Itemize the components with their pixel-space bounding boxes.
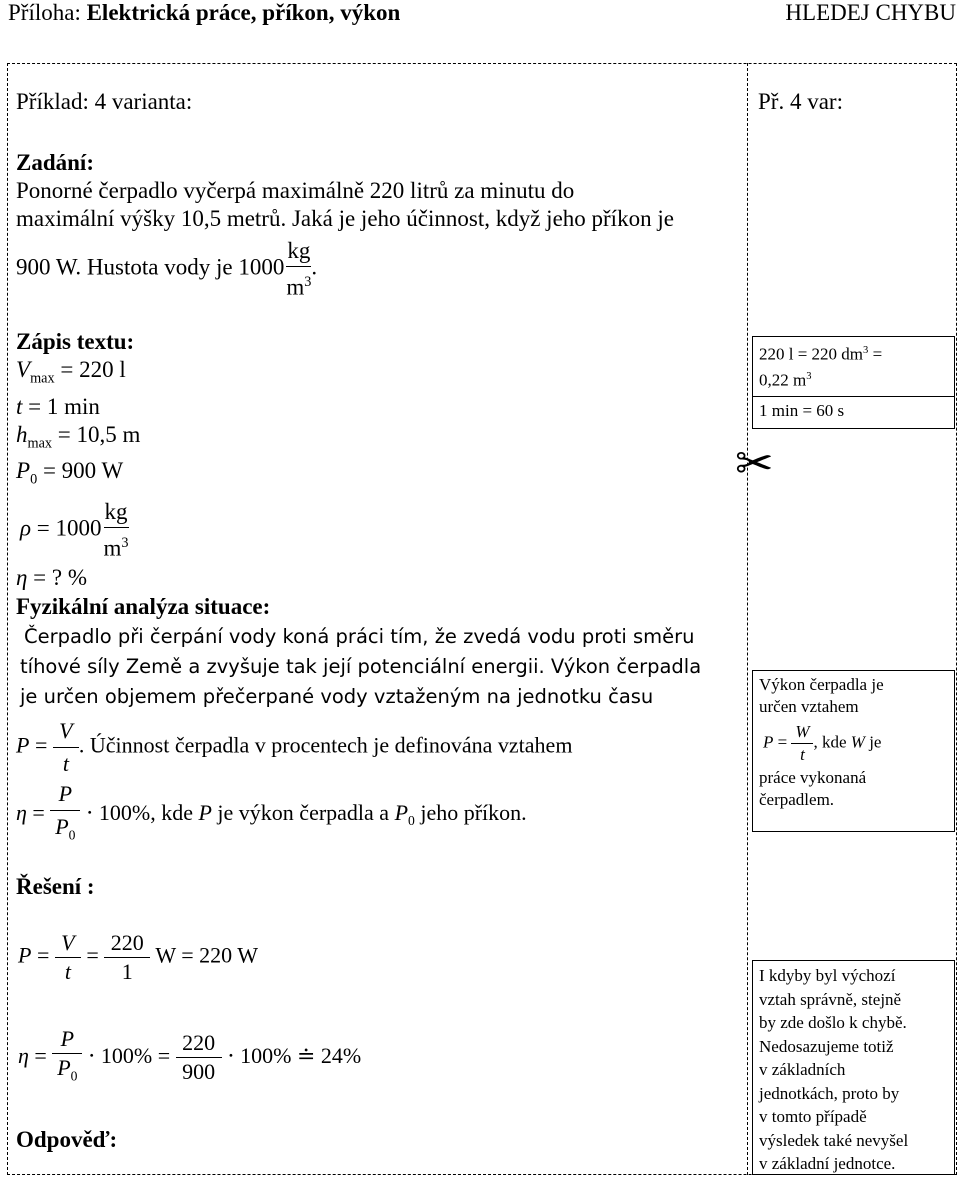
- example-label: Příklad: 4 varianta:: [16, 89, 193, 114]
- solution-eff-result: ⋅ 100% ≐ 24%: [227, 1042, 362, 1068]
- t-value: = 1 min: [22, 393, 100, 419]
- solution-power-result: W = 220 W: [155, 942, 259, 968]
- formula-efficiency: η = $\frac{P}{P_0}$ ⋅ 100%, kde P je výkon čerpadla a $P_0$ jeho příkon.: [16, 779, 746, 850]
- hmax-symbol: h: [16, 421, 28, 447]
- formula-power-text: . Účinnost čerpadla v procentech je definována vztahem: [78, 732, 573, 758]
- assignment-line-1: Ponorné čerpadlo vyčerpá maximálně 220 litrů za minutu do: [16, 178, 575, 203]
- conversion-volume-exp-1: 3: [863, 345, 869, 356]
- density-unit-den-text: m: [286, 274, 305, 300]
- rho-unit-exp: 3: [121, 534, 129, 551]
- assignment-line-2: maximální výšky 10,5 metrů. Jaká je jeho účinnost, když jeho příkon je: [16, 206, 674, 231]
- header-prefix: Příloha:: [8, 0, 87, 25]
- solution-step-efficiency: η = $\frac{P}{P_0}$ ⋅ 100% = $\frac{220}{900}$ ⋅ 100% ≐ 24%: [18, 1026, 361, 1089]
- solution-eff-mid: ⋅ 100% =: [87, 1042, 171, 1068]
- solution-power-den-2: 1: [121, 959, 133, 984]
- error-note-line: I kdyby byl výchozí: [759, 966, 896, 985]
- p0-symbol: P: [16, 458, 31, 484]
- power-note-w: W: [850, 732, 865, 752]
- formula-eff-text-1: ⋅ 100%, kde: [85, 799, 199, 825]
- density-unit-den: [286, 268, 311, 302]
- formula-eff-text-3: jeho příkon.: [414, 799, 527, 825]
- error-note-box: [752, 960, 955, 1175]
- rho-unit-den-text: m: [103, 535, 122, 561]
- solution-eff-fraction-2: [176, 1030, 222, 1085]
- solution-eff-den-2: 900: [182, 1059, 216, 1085]
- formula-power-fraction: [53, 716, 79, 779]
- error-note-line: výsledek také nevyšel: [759, 1130, 909, 1150]
- solution-power-den-1: t: [64, 959, 71, 984]
- power-note-box: [752, 670, 955, 832]
- hmax-sub: max: [27, 435, 53, 452]
- solution-step-power: P = $\frac{V}{t}$ = $\frac{220}{1}$ W = 220 W: [18, 930, 259, 984]
- conversion-volume-text-2: 0,22 m: [759, 370, 807, 390]
- formula-eff-num: P: [58, 781, 73, 806]
- error-note-line: v základních: [759, 1060, 846, 1079]
- formula-power-den: t: [62, 751, 69, 776]
- power-note-symbol: P: [763, 732, 774, 752]
- assignment-heading: Zadání:: [16, 150, 94, 175]
- formula-eff-fraction: [50, 779, 80, 850]
- record-t: [16, 393, 516, 421]
- solution-power-fraction-1: [55, 930, 81, 985]
- assignment-line-3-text: 900 W. Hustota vody je 1000: [16, 254, 285, 280]
- formula-eff-p0-sub: 0: [408, 813, 415, 829]
- error-note-line: vztah správně, stejně: [759, 989, 902, 1009]
- density-unit-fraction: [286, 237, 311, 302]
- solution-eff-fraction-1: [52, 1026, 82, 1089]
- record-p0: [16, 457, 516, 494]
- conversion-volume-exp-2: 3: [806, 370, 812, 382]
- formula-power-symbol: P: [16, 732, 30, 758]
- density-unit-exp: 3: [304, 274, 312, 290]
- formula-eff-text-2: je výkon čerpadla a: [211, 799, 395, 825]
- vmax-symbol: V: [16, 357, 31, 382]
- error-note-line: v tomto případě: [759, 1107, 867, 1126]
- eta-symbol: η: [16, 565, 28, 591]
- error-note-line: jednotkách, proto by: [759, 1083, 900, 1103]
- formula-eff-den-text: P: [55, 814, 69, 839]
- conversion-volume-line-2: [759, 366, 948, 392]
- record-eta: [16, 564, 516, 592]
- analysis-line-1: Čerpadlo při čerpání vody koná práci tím, že zvedá vodu proti směru: [24, 625, 695, 648]
- error-note-line: Nedosazujeme totiž: [759, 1036, 894, 1056]
- solution-power-num-1: V: [61, 930, 75, 955]
- formula-eff-den-sub: 0: [68, 827, 76, 843]
- analysis-line-2: tíhové síly Země a zvyšuje tak její potenciální energii. Výkon čerpadla: [20, 655, 702, 678]
- rho-unit-fraction: [104, 498, 129, 563]
- formula-eff-p0: P: [394, 799, 409, 825]
- record-section: [16, 328, 516, 592]
- solution-eff-num-1: P: [60, 1026, 75, 1051]
- record-heading: Zápis textu:: [16, 329, 135, 354]
- record-vmax: [16, 356, 516, 393]
- conversion-volume-line-1: [759, 340, 948, 366]
- power-note-kde: , kde: [813, 732, 851, 752]
- rho-unit-num: kg: [104, 498, 128, 524]
- scissors-icon: ✂: [735, 436, 774, 490]
- side-example-label: Př. 4 var:: [758, 89, 843, 114]
- power-note-line-2: určen vztahem: [759, 697, 859, 716]
- error-note-line: by zde došlo k chybě.: [759, 1013, 907, 1032]
- conversion-box-time: [752, 396, 955, 429]
- power-note-line-5: čerpadlem.: [759, 790, 835, 809]
- assignment-line-3: [16, 237, 741, 302]
- power-note-den: t: [800, 745, 805, 764]
- power-note-num: W: [795, 722, 810, 741]
- power-note-formula: P = $\frac{W}{t}$ , kde W je: [763, 722, 882, 764]
- rho-symbol: ρ: [20, 515, 32, 541]
- power-note-line-1: Výkon čerpadla je: [759, 675, 884, 694]
- analysis-text: [16, 622, 746, 712]
- formula-eff-p: P: [198, 799, 212, 825]
- rho-unit-den: [104, 529, 129, 563]
- analysis-heading: Fyzikální analýza situace:: [16, 594, 271, 619]
- assignment-line-3-end: .: [311, 254, 318, 280]
- analysis-section: [16, 592, 746, 850]
- solution-power-num-2: 220: [110, 930, 144, 955]
- conversion-time-text: 1 min = 60 s: [759, 401, 845, 420]
- solution-eff-symbol: η: [18, 1042, 29, 1068]
- formula-eff-symbol: η: [16, 799, 27, 825]
- conversion-volume-eq: =: [868, 344, 883, 364]
- vmax-sub: max: [30, 370, 55, 387]
- record-rho: [16, 498, 516, 563]
- analysis-line-3: je určen objemem přečerpané vody vztaženým na jednotku času: [20, 685, 654, 708]
- assignment-section: [16, 149, 741, 302]
- p0-sub: 0: [30, 471, 38, 488]
- formula-power: P = $\frac{V}{t}$ . Účinnost čerpadla v procentech je definována vztahem: [16, 716, 746, 779]
- solution-eff-den-1-text: P: [57, 1055, 71, 1080]
- conversion-volume-text-1: 220 l = 220 dm: [759, 344, 864, 364]
- p0-value: = 900 W: [37, 458, 124, 484]
- rho-value: = 1000: [31, 515, 102, 541]
- header-right-label: HLEDEJ CHYBU: [785, 0, 956, 25]
- solution-heading: Řešení :: [16, 874, 95, 899]
- solution-eff-den-1: [52, 1055, 82, 1089]
- solution-power-symbol: P: [18, 942, 32, 968]
- page-title: Elektrická práce, příkon, výkon: [86, 0, 401, 25]
- column-divider: [747, 63, 748, 1175]
- solution-power-fraction-2: [104, 930, 150, 985]
- hmax-value: = 10,5 m: [52, 421, 141, 447]
- conversion-box-volume: [752, 336, 955, 397]
- vmax-value: = 220 l: [54, 357, 126, 382]
- record-hmax: [16, 421, 516, 458]
- formula-eff-den: [50, 812, 80, 850]
- page-header-left: [8, 0, 400, 26]
- error-note-line: v základní jednotce.: [759, 1154, 896, 1173]
- solution-eff-den-1-sub: 0: [70, 1068, 78, 1084]
- t-symbol: t: [16, 393, 23, 419]
- eta-value: = ? %: [27, 565, 88, 591]
- density-unit-num: kg: [287, 238, 311, 263]
- answer-heading: Odpověď:: [16, 1127, 118, 1152]
- formula-power-num: V: [59, 718, 73, 743]
- power-note-je: je: [864, 732, 882, 752]
- power-note-line-4: práce vykonaná: [759, 768, 867, 787]
- power-note-fraction: [791, 722, 813, 765]
- solution-eff-num-2: 220: [182, 1030, 216, 1056]
